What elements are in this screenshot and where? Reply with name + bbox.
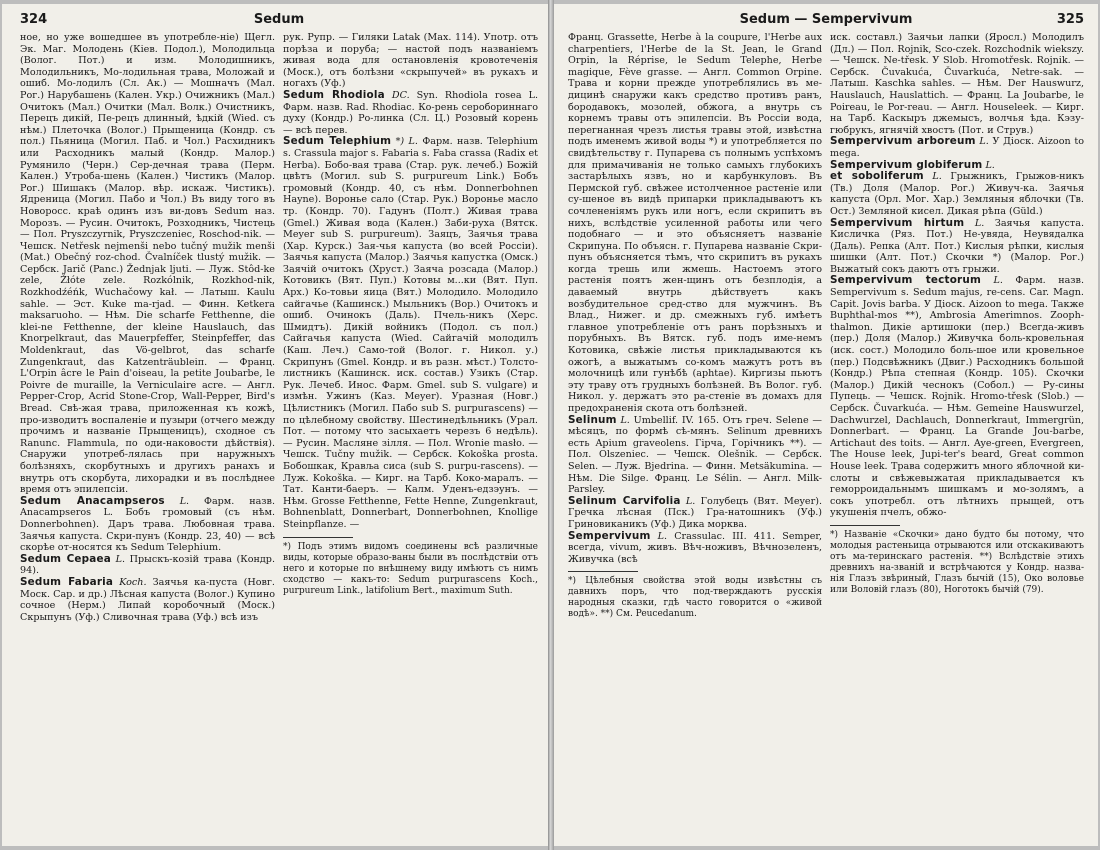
- entry: [568, 415, 822, 496]
- entry-text: Crassulac. III. 411. Semper, всегда, vivum, живъ. Вѣч-ноживъ, Вѣчнозеленъ, Живучка (всѣ: [568, 530, 822, 565]
- entry-author: L.: [179, 495, 190, 507]
- body-text: ное, но уже вошедшее въ употребле-ніе) Щегл. Эк. Маг. Молодень (Кіев. Подол.), Молодильца (Волог. Пот.) и изм. Молодишникъ, Молодильникъ, Мо-лодильная трава, Моложай и ошиб. Мо-лодилъ (Сл. Ак.) — Мошначъ (Мал. Рог.) Нарубашень (Кален. Укр.) Очижникъ (Мал.) Очитокъ (Мал.) Очитки (Мал. Волк.) Очистникъ, Перецъ дикій, Пе-рецъ длинный, ѣдкій (Wied. съ нѣм.) Плеточка (Волог.) Прыщеница (Кондр. съ пол.) Пьяница (Могил. Паб. и Чол.) Расхидникъ или Расходникъ малый (Кондр. Малор.) Румянило (Черн.) Сер-дечная трава (Перм. Кален.) Утроба-шень (Кален.) Чистикъ (Малор. Рог.) Шишакъ (Малор. вѣр. искаж. Чистикъ). Ядреница (Могил. Пабо и Чол.) Въ виду того въ Новоросс. краѣ одинъ изъ ви-довъ Sedum наз. Морозъ. — Русин. Очитокъ, Розходникъ, Чистець — Пол. Pryszczyrnik, Pryszczeniec, Roschod-nik. — Чешск. Netřesk nejmenši nebo tučný mužik menši (Mat.) Obečný roz-chod. Čvalníček tlustý mužik. — Сербск. Jarič (Panc.) Žednjak ljuti. — Луж. Stôd-ke zele, Žłóte zele. Rozkólnik, Rozkhod-nik, Rozkhodźéńk, Wuchačowy kał. — Латыш. Kaulu sahle. — Эст. Kuke ma-rjad. — Финн. Ketkera maksaruoho. — Нѣм. Die scharfe Fetthenne, die klei-ne Fetthenne, der kleine Hauslauch, das Knorpelkraut, das Mauerpfeffer, Steinpfeffer, das Moldenkraut, das Vö-gelbrot, das scharfe Zungenkraut, das Katzenträubleiп. — Франц. L'Orpin âcre le Pain d'oiseau, la petite Joubarbe, le Poivre de muraille, la Verniculaire acre. — Англ. Pepper-Crop, Acrid Stone-Crop, Wall-Pepper, Bird's Bread. Свѣ-жая трава, приложенная къ кожѣ, про-изводитъ воспаленіе и пузыри (отчего между прочимъ и названіе Прыщеницъ), сходное съ Ranunc. Flammula, по оди-наковости дѣйствія). Снаружи употреб-лялась при наружныхъ болѣзняхъ, скорбутныхъ и другихъ ранахъ и внутрь отъ скорбута, лихорадки и въ послѣднее время отъ эпилепсіи.: [20, 32, 275, 496]
- entry-name: Sedum Rhodiola: [283, 88, 385, 101]
- entry: [830, 218, 1084, 276]
- entry-author: DC.: [391, 89, 410, 101]
- entry: [20, 496, 275, 554]
- entry-author: L.: [620, 414, 630, 426]
- entry-text: Прыскъ-козій трава (Кондр. 94).: [20, 553, 275, 577]
- entry-text: Заячья капуста. Кисличка (Ряз. Пот.) Не-увяда, Неувядалка (Даль). Репка (Алт. Пот.) Кислыя рѣпки, кислыя шишки (Алт. Пот.) Скочки *) (Малор. Рог.) Выжатый сокъ даютъ отъ грыжи.: [830, 217, 1084, 275]
- entry-text: У Діоск. Aizoon to mega.: [830, 136, 1084, 159]
- page-number: 325: [1056, 12, 1084, 27]
- entry: [830, 136, 1084, 159]
- footnote-rule: [830, 525, 900, 526]
- entry: [20, 577, 275, 623]
- entry-name: Sempervivum globiferum: [830, 158, 983, 171]
- entry-name: Sempervivum hirtum: [830, 216, 965, 229]
- right-page: [554, 4, 1098, 846]
- entry-text: Syn. Rhodiola rosea L. Фарм. назв. Rad. Rhodiac. Ко-рень серобориннаго духу (Кондр.) Ро-линка (Сл. Ц.) Розовый корень — всѣ перев.: [283, 89, 538, 136]
- entry-text: Грыжникъ, Грыжов-никъ (Тв.) Доля (Малор. Рог.) Живуч-ка. Заячья капуста (Орл. Мог. Хар.) Земляныя яблочки (Тв. Ост.) Земляной кисел. Дикая рѣпа (Güld.): [830, 171, 1084, 217]
- left-column-2: [283, 32, 538, 832]
- entry-text: Umbellif. IV. 165. Отъ греч. Selene — мѣсяцъ, по формѣ сѣ-мянъ. Selinum древнихъ есть Apium graveolens. Гірча, Горічникъ **). — Пол. Olszeniec. — Чешск. Olešnik. — Сербск. Selen. — Луж. Bjedrina. — Финн. Metsäkumina. — Нѣм. Die Silge. Франц. Le Sélin. — Англ. Milk-Parsley.: [568, 414, 822, 496]
- running-head-title: Sedum — Sempervivum: [739, 12, 913, 27]
- entry-text: Фарм. назв. Telephium s. Crassula major s. Fabaria s. Faba crassa (Radix et Herba). Бобо-вая трава (Стар. рук. лечеб.) Божій цвѣтъ (Могил. sub S. purpureum Link.) Бобъ громовый (Кондр. 40, съ нѣм. Donnerbohnen Hayne). Вороньe сало (Стар. Рук.) Воронье масло тр. (Кондр. 70). Гадунъ (Полт.) Живая трава (Gmel.) Живая вода (Кален.) Заби-руха (Вятск. Meyer sub S. purpureum). Заяцъ, Заячья трава (Хар. Курск.) Зая-чья капуста (во всей Россіи). Заячья капуста (Малор.) Заячья капустка (Омск.) Заячій очитокъ (Хруст.) Заяча розсада (Малор.) Котовикъ (Вят. Пуп.) Котовы м...ки (Вят. Пуп. Арх.) Ко-товьи яица (Вят.) Молодило. Молодило сайгачье (Кашинск.) Мыльникъ (Вор.) Очитокъ и ошиб. Очинокъ (Даль). Пчель-никъ (Херс. Шмидтъ). Дикій войникъ (Подол. съ пол.) Сайгачья капуста (Wied. Сайгачій молодилъ (Каш. Леч.) Само-той (Волог. г. Никол. у.) Скрипунъ (Gmel. Кондр. и въ разн. мѣст.) Толсто-листникъ (Кашинск. иск. состав.) Узикъ (Стар. Рук. Лечеб. Инос. Фарм. Gmel. sub S. vulgare) и измѣн. Ужинъ (Каз. Meyer). Уразная (Новг.) Цѣлистникъ (Могил. Пабо sub S. purpurascens) — по цѣлебному свойству. Шестинедѣльникъ (Урал. Пот. — потому что засыхаетъ черезъ 6 недѣль). — Русин. Масляне зілля. — Пол. Wronie masło. — Чешск. Tučny mužik. — Сербск. Kokoška prosta. Бобошкак, Кравља сиса (sub S. purpu-rascens). — Луж. Kokoška. — Кирг. на Тарб. Коко-маралъ. — Тат. Канти-баеръ. — Калм. Уденъ-едзэунъ. — Нѣм. Grosse Fetthenne, Fette Henne, Zungenkraut, Bohnenblatt, Donnerbart, Donnerbohnen, Knollige Steinpflanze. —: [283, 136, 538, 530]
- entry-name: et soboliferum: [830, 170, 924, 183]
- entry-name: Sedum Fabaria: [20, 575, 114, 588]
- body-text: рук. Рупр. — Гиляки Latak (Max. 114). Употр. отъ порѣза и поруба; — настой подъ названіемъ живая вода для остановленія кровотеченія (Моск.), отъ болѣзни «скрыпучей» въ рукахъ и ногахъ (Уф.): [283, 32, 538, 90]
- entry-text: Фарм. назв. Sempervivum s. Sedum majus, re-cens. Car. Magn. Capit. Jovis barba. У Діоск. Aizoon to mega. Также Buphthal-mos **), Ambrosia Amerimnos. Zooph-thalmon. Дикіе артишоки (пер.) Всегда-живъ (пер.) Доля (Малор.) Живучка боль-кровельная (иск. сост.) Молодило боль-шое или кровельное (пер.) Подсвѣжникъ (Двиг.) Расходникъ большой (Кондр.) Рѣпа степная (Кондр. 105). Скочки (Малор.) Дикій чеснокъ (Собол.) — Ру-сины Пупець. — Чешск. Rojnik. Hromo-třesk (Slob.) — Сербск. Čuvarkuća. — Нѣм. Gemeine Hauswurzel, Dachwurzel, Dachlauch, Donnerkraut, Immergrün, Donnerbart. — Франц. La Grande Jou-barbe, Artichaut des toits. — Англ. Aye-green, Evergreen, The House leek, Jupi-ter's beard, Great common House leek. Трава содержитъ много яблочной ки-слоты и свѣжевыжатая прикладывается къ геморроидальнымъ шишкамъ и мо-золямъ, а сокъ употребл. отъ лѣтнихъ прыщей, отъ укушенія пчелъ, обжо-: [830, 275, 1084, 519]
- entry-author: L.: [993, 275, 1003, 287]
- entry-name: Sempervivum: [568, 529, 651, 542]
- right-running-head: [568, 10, 1084, 32]
- right-column-1: [568, 32, 822, 832]
- entry-name: Sempervivum tectorum: [830, 274, 981, 287]
- left-page: [2, 4, 548, 846]
- entry-text: Заячья ка-пуста (Новг. Моск. Сар. и др.) Лѣсная капуста (Волог.) Купино сочное (Нерм.) Липай коробочный (Моск.) Скрыпунъ (Уф.) Сливочная трава (Уф.) всѣ изъ: [20, 576, 275, 623]
- footnote-rule: [568, 571, 638, 572]
- entry: [568, 531, 822, 566]
- running-head-title: Sedum: [253, 12, 305, 27]
- footnote: *) Подъ этимъ видомъ соединены всѣ различные виды, которые образо-ваны были въ послѣдствіи отъ него и которые по внѣшнему виду имѣютъ съ нимъ сходство — какъ-то: Sedum purpurascens Koch., purpureum Link., latifolium Bert., maximum Suth.: [283, 541, 538, 596]
- entry: [283, 90, 538, 136]
- entry: [830, 275, 1084, 518]
- entry-author: L.: [985, 159, 995, 171]
- entry: [830, 171, 1084, 217]
- entry-author: L.: [932, 171, 942, 183]
- page-number: 324: [20, 12, 48, 27]
- left-running-head: [20, 10, 538, 32]
- left-column-1: [20, 32, 275, 832]
- entry: [568, 496, 822, 531]
- entry-name: Sedum Cepaea: [20, 552, 111, 565]
- entry-name: Sedum Telephium: [283, 135, 392, 148]
- entry-author: L.: [657, 530, 668, 542]
- footnote: *) Цѣлебныя свойства этой воды извѣстны съ давнихъ поръ, что под-тверждаютъ русскія народныя сказки, гдѣ часто говорится о «живой водѣ». **) См. Peucedanum.: [568, 576, 822, 620]
- entry-author: L.: [115, 553, 126, 565]
- entry-author: L.: [979, 136, 989, 148]
- entry-author: Koch.: [119, 576, 147, 588]
- entry-name: Sempervivum arboreum: [830, 135, 976, 148]
- entry-text: Фарм. назв. Anacampseros L. Бобъ громовый (съ нѣм. Donnerbohnen). Даръ трава. Любовная трава. Заячья капуста. Скри-пунъ (Кондр. 23, 40) — всѣ скорѣе от-носятся къ Sedum Telephium.: [20, 495, 275, 554]
- entry-author: L.: [974, 217, 985, 229]
- footnote-rule: [283, 537, 353, 538]
- entry-text: Голубецъ (Вят. Meyer). Гречка лѣсная (Пск.) Гра-натошникъ (Уф.) Гриновиканикъ (Уф.) Дика морква.: [568, 495, 822, 530]
- entry-name: Selinum Carvifolia: [568, 494, 681, 507]
- footnote: *) Названіе «Скочки» дано будто бы потому, что молодыя растеньица отрываются или отскакиваютъ отъ ма-теринскаго растенія. **) Вслѣдствіе этихъ древнихъ на-званій и встрѣчаются у Кондр. назва-нія Глазъ звѣриный, Глазъ бычій (15), Око воловье или Воловій глазъ (80), Ноготокъ бычій (79).: [830, 529, 1084, 595]
- body-text: иск. составл.) Заячьи лапки (Яросл.) Молодилъ (Дл.) — Пол. Rojnik, Sco-czek. Rozchodnik wiekszy. — Чешск. Ne-třesk. У Slob. Hromotřesk. Rojnik. — Сербск. Čuvakuća, Čuvarkuća, Netre-sak. — Латыш. Kaschka sahles. — Нѣм. Der Hauswurz, Hauslauch, Hauslattich. — Франц. La Joubarbe, le Poireau, le Por-reau. — Англ. Houseleek. — Кирг. на Тарб. Каскыръ джемысъ, волчья ѣда. Кэзу-гюбрукъ, ягнячій хвостъ (Пот. и Струв.): [830, 32, 1084, 136]
- body-text: Франц. Grassette, Herbe à la coupure, l'Herbe aux charpentiers, l'Herbe de la St. Jean, le Grand Orpin, la Réprise, le Sedum Telephe, Herbe magique, Fève grasse. — Англ. Common Orpine. Трава и корни прежде употреблялись въ ме-дицинѣ снаружи какъ средство противъ ранъ, бородавокъ, мозолей, обжога, а внутрь съ корнемъ травы отъ эпилепсіи. Въ Россіи вода, перегнанная чрезъ листья травы этой, извѣстна подъ именемъ живой воды *) и употребляется по свидѣтельству г. Пупарева съ полнымъ успѣхомъ для примачиванія не только самыхъ глубокихъ застарѣлыхъ язвъ, но и карбункуловъ. Въ Пермской губ. свѣжее истолченное растеніе или су-шеное въ видѣ припарки прикладываютъ къ сочлененіямъ рукъ или ногъ, если скрипитъ въ нихъ, вслѣдствіе усиленной работы или чего подобнаго — и это объясняетъ названіе Скрипуна. По объясн. г. Пупарева названіе Скри-пунъ объясняется тѣмъ, что скрипитъ въ рукахъ когда трешь или жмешь. Настоемъ этого растенія поятъ жен-щинъ отъ безплодія, а даваемый внутрь дѣйствуетъ какъ возбудительное сред-ство для мужчинъ. Въ Влад., Нижег. и др. смежныхъ губ. имѣетъ главное употребленіе отъ ранъ порѣзныхъ и порубныхъ. Въ Вятск. губ. подъ име-немъ Котовика, свѣжіе листья прикладываются къ ожогѣ, а выжатымъ со-комъ мажутъ ротъ въ молочницѣ или гунѣбѣ (aphtae). Киргизы пьютъ эту траву отъ грудныхъ болѣзней. Въ Волог. губ. Никол. у. держатъ это ра-стеніе въ домахъ для предохраненія скота отъ болѣзней.: [568, 32, 822, 414]
- entry: [20, 554, 275, 577]
- entry: [283, 136, 538, 530]
- entry-author: L.: [685, 495, 696, 507]
- entry-name: Sedum Anacampseros: [20, 494, 165, 507]
- entry-author: *) L.: [395, 136, 418, 148]
- entry-name: Selinum: [568, 413, 617, 426]
- right-column-2: [830, 32, 1084, 832]
